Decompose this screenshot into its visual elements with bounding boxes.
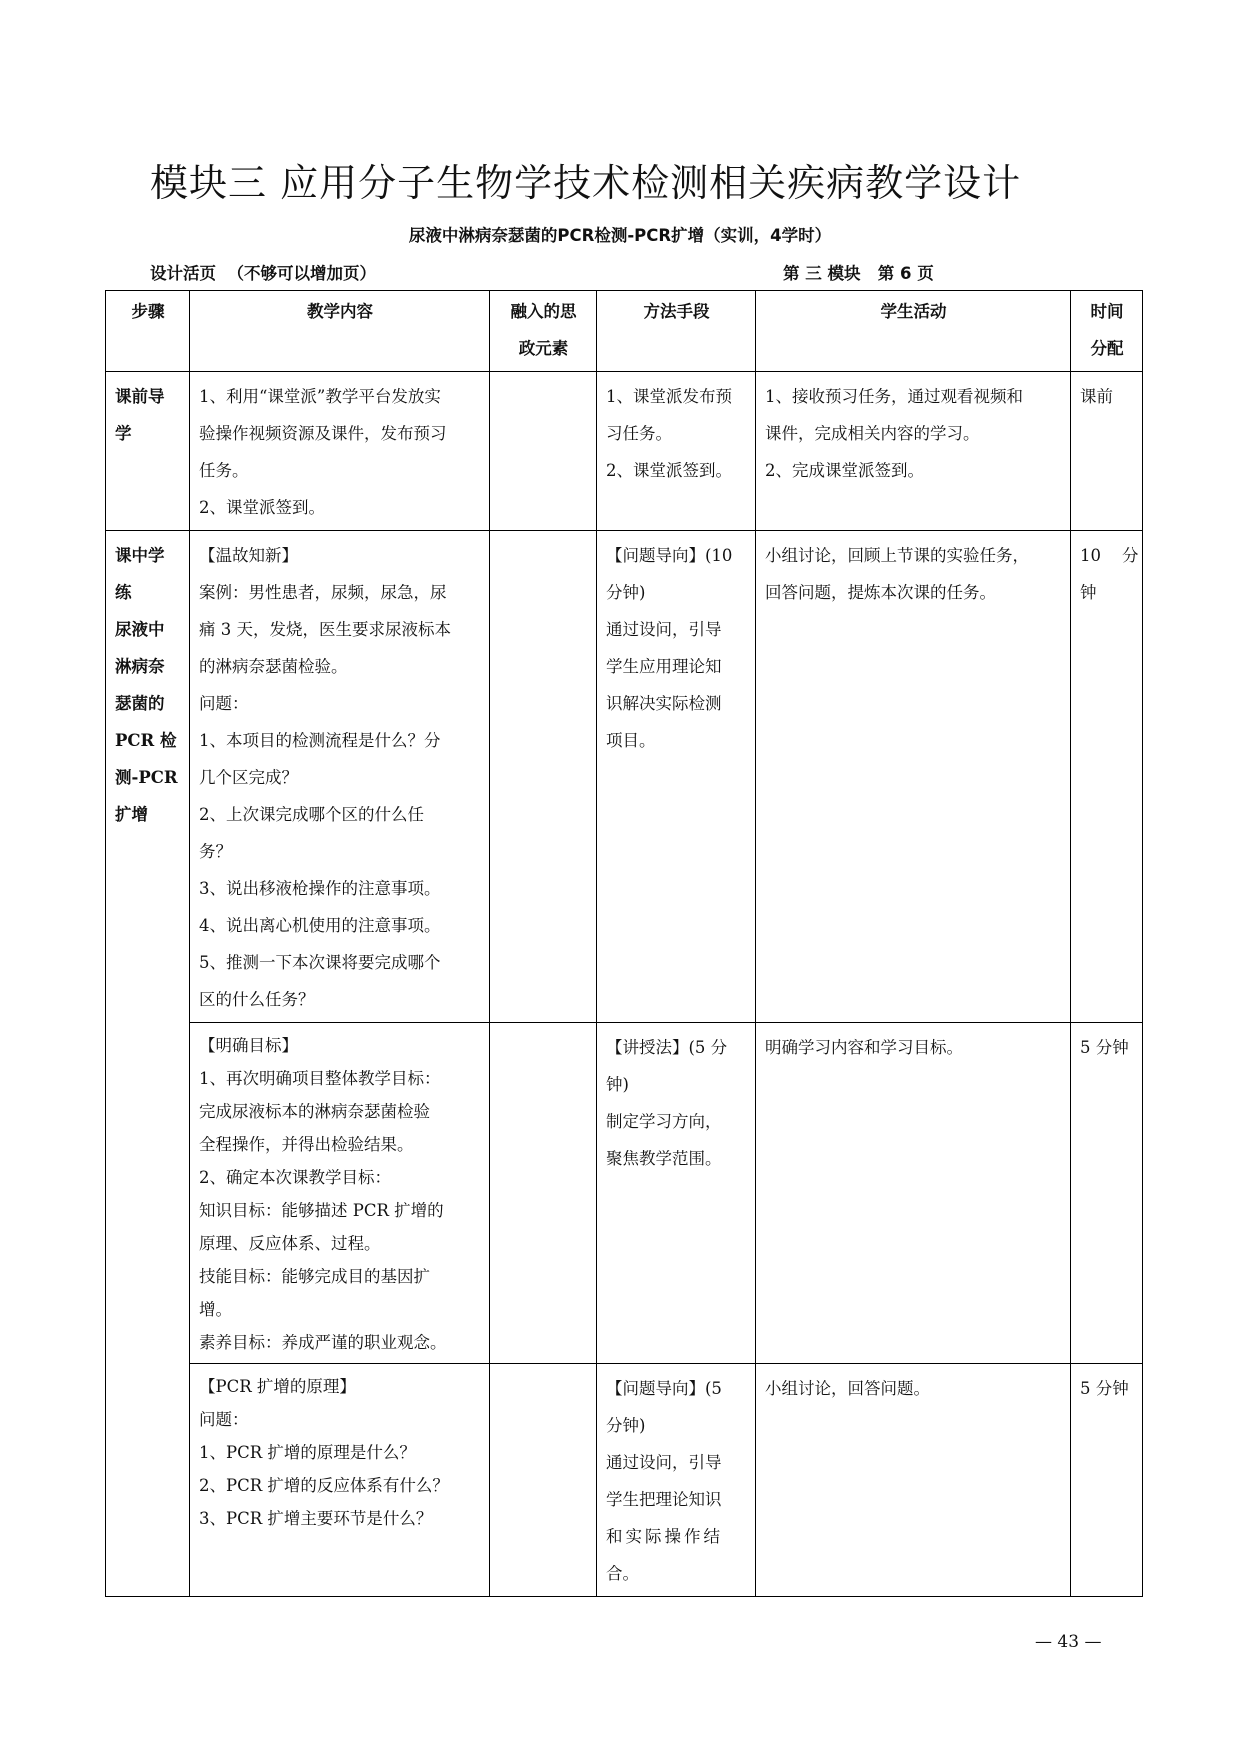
method-cell-pcr-principle — [597, 1364, 756, 1597]
content-line: 的淋病奈瑟菌检验。 — [199, 657, 348, 676]
content-line: 技能目标：能够完成目的基因扩 — [199, 1267, 430, 1286]
content-line: 1、利用“课堂派”教学平台发放实 — [199, 387, 441, 406]
content-line: 知识目标：能够描述 PCR 扩增的 — [199, 1201, 444, 1220]
table-row-preclass — [106, 372, 1143, 531]
step-line: 淋病奈 — [115, 657, 165, 676]
content-line: 3、说出移液枪操作的注意事项。 — [199, 879, 441, 898]
content-line: 1、再次明确项目整体教学目标： — [199, 1069, 441, 1088]
ideology-cell-preclass — [490, 372, 597, 531]
content-cell-pcr-principle — [190, 1364, 490, 1597]
activity-line: 回答问题，提炼本次课的任务。 — [765, 583, 996, 602]
step-line: 扩增 — [115, 805, 148, 824]
activity-cell-preclass — [756, 372, 1071, 531]
table-row-pcr-principle — [106, 1364, 1143, 1597]
content-line: 问题： — [199, 694, 249, 713]
header-method: 方法手段 — [597, 291, 756, 372]
step-line: 练 — [115, 583, 132, 602]
content-line: 3、PCR 扩增主要环节是什么？ — [199, 1509, 433, 1528]
header-ideology-line-1: 融入的思 — [510, 302, 577, 321]
step-line: PCR 检 — [115, 731, 177, 750]
design-sheet-label: 设计活页 （不够可以增加页） — [150, 264, 376, 283]
document-subtitle: 尿液中淋病奈瑟菌的PCR检测-PCR扩增（实训，4学时） — [408, 226, 832, 245]
method-line: 通过设问，引导 — [606, 1453, 722, 1472]
ideology-cell-pcr-principle — [490, 1364, 597, 1597]
content-line: 几个区完成？ — [199, 768, 298, 787]
time-cell-preclass: 课前 — [1071, 372, 1143, 531]
step-cell-preclass — [106, 372, 190, 531]
document-title: 模块三 应用分子生物学技术检测相关疾病教学设计 — [150, 161, 1022, 205]
content-line: 增。 — [199, 1300, 232, 1319]
activity-cell-pcr-principle — [756, 1364, 1071, 1597]
method-line: 习任务。 — [606, 424, 672, 443]
content-line: 原理、反应体系、过程。 — [199, 1234, 381, 1253]
activity-line: 2、完成课堂派签到。 — [765, 461, 924, 480]
content-line: 区的什么任务？ — [199, 990, 315, 1009]
activity-line: 1、接收预习任务，通过观看视频和 — [765, 387, 1023, 406]
method-cell-objectives — [597, 1023, 756, 1364]
method-line: 【问题导向】(10 — [606, 546, 733, 565]
content-cell-review — [190, 531, 490, 1023]
content-cell-preclass — [190, 372, 490, 531]
step-line: 尿液中 — [115, 620, 165, 639]
method-line: 分钟) — [606, 583, 646, 602]
content-cell-objectives — [190, 1023, 490, 1364]
content-line: 全程操作，并得出检验结果。 — [199, 1135, 414, 1154]
method-line: 【问题导向】(5 — [606, 1379, 722, 1398]
method-cell-review — [597, 531, 756, 1023]
content-line: 2、确定本次课教学目标： — [199, 1168, 391, 1187]
header-step: 步骤 — [106, 291, 190, 372]
ideology-cell-review — [490, 531, 597, 1023]
method-line: 学生把理论知识 — [606, 1490, 722, 1509]
header-time-line-2: 分配 — [1090, 339, 1124, 358]
time-line: 10 分 — [1080, 546, 1139, 565]
content-line: 2、课堂派签到。 — [199, 498, 325, 517]
method-line: 【讲授法】(5 分 — [606, 1038, 728, 1057]
step-line: 测-PCR — [115, 768, 178, 787]
content-line: 【温故知新】 — [199, 546, 298, 565]
content-line: 完成尿液标本的淋病奈瑟菌检验 — [199, 1102, 430, 1121]
content-line: 2、PCR 扩增的反应体系有什么？ — [199, 1476, 449, 1495]
header-ideology — [490, 291, 597, 372]
method-line: 通过设问，引导 — [606, 620, 722, 639]
page-number: — 43 — — [1035, 1632, 1102, 1652]
activity-line: 明确学习内容和学习目标。 — [765, 1038, 963, 1057]
time-cell-review — [1071, 531, 1143, 1023]
header-activity: 学生活动 — [756, 291, 1071, 372]
content-line: 问题： — [199, 1410, 249, 1429]
activity-line: 课件，完成相关内容的学习。 — [765, 424, 980, 443]
method-line: 制定学习方向， — [606, 1112, 722, 1131]
lesson-plan-table — [105, 290, 1143, 1597]
table-row-objectives — [106, 1023, 1143, 1364]
content-line: 任务。 — [199, 461, 249, 480]
time-line: 钟 — [1080, 583, 1097, 602]
content-line: 5、推测一下本次课将要完成哪个 — [199, 953, 441, 972]
content-line: 痛 3 天，发烧，医生要求尿液标本 — [199, 620, 451, 639]
content-line: 务？ — [199, 842, 232, 861]
activity-cell-review — [756, 531, 1071, 1023]
header-content: 教学内容 — [190, 291, 490, 372]
step-line: 课中学 — [115, 546, 165, 565]
method-line: 项目。 — [606, 731, 656, 750]
method-line: 识解决实际检测 — [606, 694, 722, 713]
module-page-label: 第 三 模块 第 6 页 — [783, 264, 934, 283]
header-time — [1071, 291, 1143, 372]
method-line: 2、课堂派签到。 — [606, 461, 732, 480]
method-cell-preclass — [597, 372, 756, 531]
method-line: 分钟) — [606, 1416, 646, 1435]
activity-line: 小组讨论，回顾上节课的实验任务， — [765, 546, 1029, 565]
step-line: 课前导 — [115, 387, 165, 406]
method-line: 聚焦教学范围。 — [606, 1149, 722, 1168]
method-line: 1、课堂派发布预 — [606, 387, 732, 406]
content-line: 【明确目标】 — [199, 1036, 298, 1055]
header-ideology-line-2: 政元素 — [518, 339, 569, 358]
header-time-line-1: 时间 — [1090, 302, 1124, 321]
content-line: 2、上次课完成哪个区的什么任 — [199, 805, 424, 824]
content-line: 1、PCR 扩增的原理是什么？ — [199, 1443, 416, 1462]
method-line: 合。 — [606, 1564, 639, 1583]
table-header-row — [106, 291, 1143, 372]
method-line: 钟) — [606, 1075, 629, 1094]
method-line: 学生应用理论知 — [606, 657, 722, 676]
method-line: 和实际操作结 — [606, 1527, 723, 1546]
time-cell-pcr-principle: 5 分钟 — [1071, 1364, 1143, 1597]
step-line: 瑟菌的 — [115, 694, 165, 713]
time-cell-objectives: 5 分钟 — [1071, 1023, 1143, 1364]
step-line: 学 — [115, 424, 132, 443]
content-line: 【PCR 扩增的原理】 — [199, 1377, 356, 1396]
step-cell-inclass — [106, 531, 190, 1597]
content-line: 4、说出离心机使用的注意事项。 — [199, 916, 441, 935]
content-line: 验操作视频资源及课件，发布预习 — [199, 424, 447, 443]
activity-cell-objectives — [756, 1023, 1071, 1364]
table-row-review — [106, 531, 1143, 1023]
content-line: 1、本项目的检测流程是什么？分 — [199, 731, 441, 750]
activity-line: 小组讨论，回答问题。 — [765, 1379, 930, 1398]
content-line: 素养目标：养成严谨的职业观念。 — [199, 1333, 447, 1352]
ideology-cell-objectives — [490, 1023, 597, 1364]
content-line: 案例：男性患者，尿频，尿急，尿 — [199, 583, 447, 602]
